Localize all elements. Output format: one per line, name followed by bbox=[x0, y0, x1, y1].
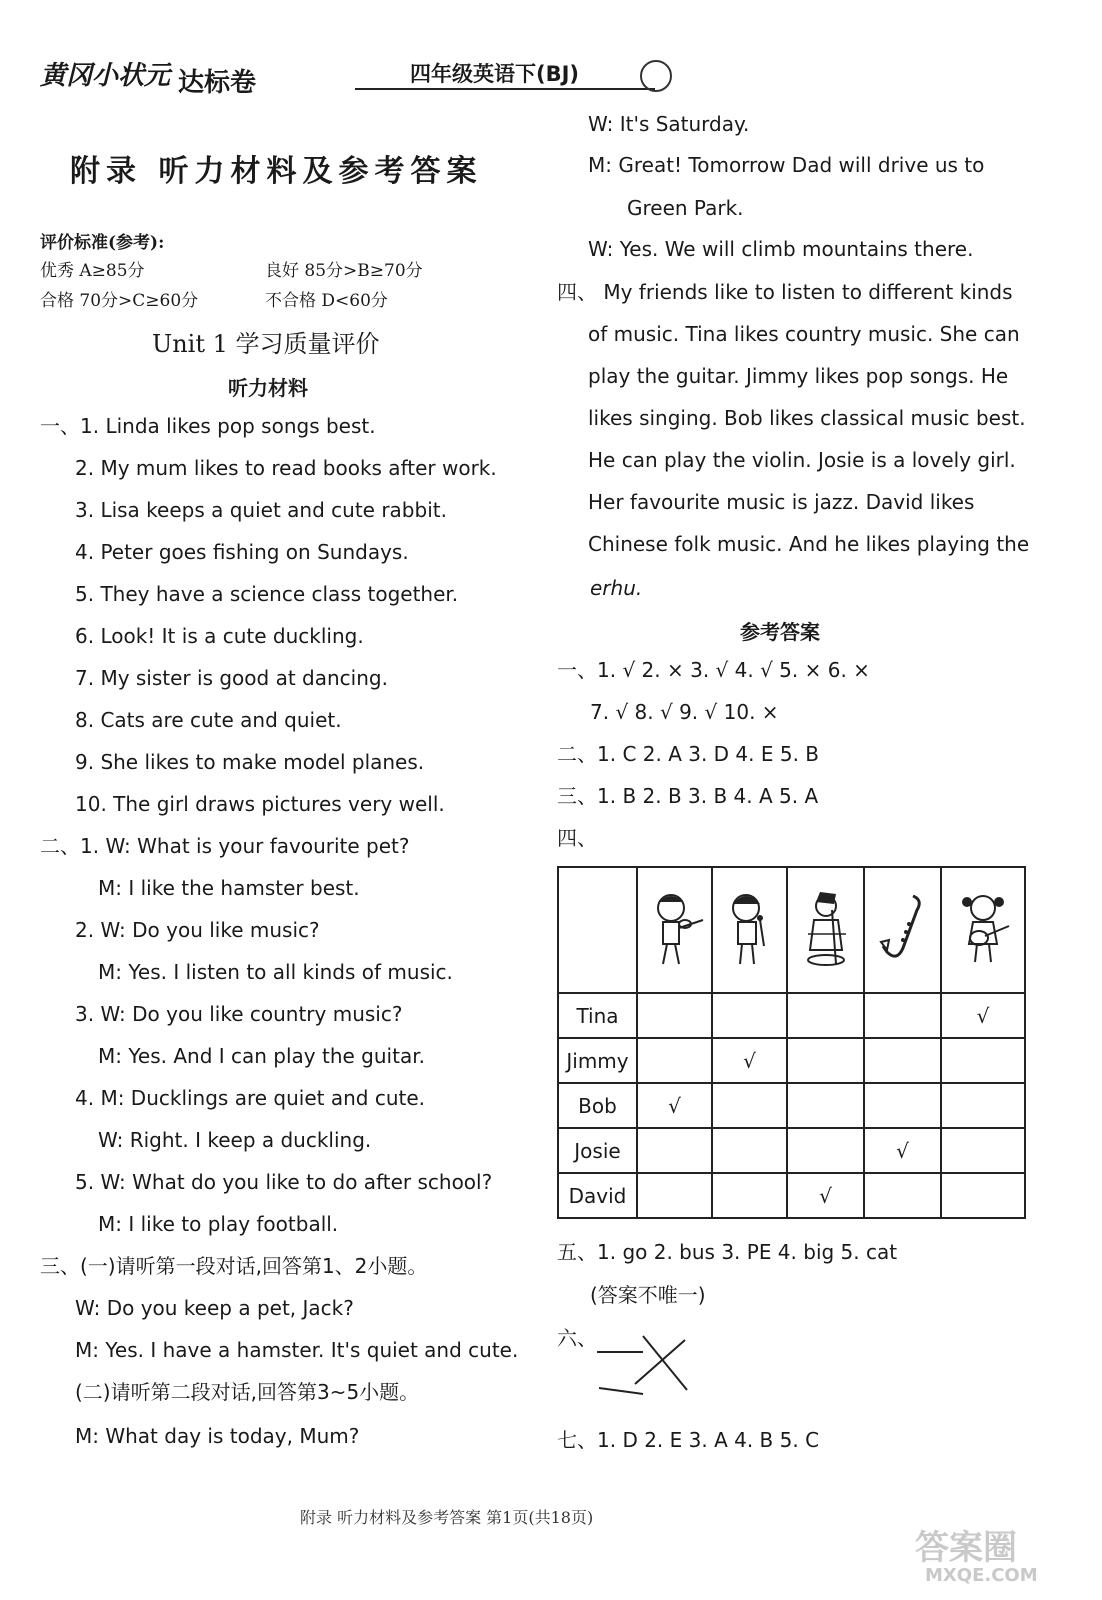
answer-note: (答案不唯一) bbox=[590, 1283, 706, 1307]
table-row bbox=[558, 1038, 1025, 1083]
standard-c: 合格 70分>C≥60分 bbox=[40, 291, 199, 311]
right-line: of music. Tina likes country music. She can bbox=[588, 322, 1020, 346]
right-line: Her favourite music is jazz. David likes bbox=[588, 490, 975, 514]
left-line: 2. My mum likes to read books after work. bbox=[75, 456, 497, 480]
answer-line: 二、1. C 2. A 3. D 4. E 5. B bbox=[557, 742, 820, 766]
check-cell bbox=[637, 993, 712, 1038]
answer-line: 四、 bbox=[557, 826, 597, 850]
left-line: M: Yes. And I can play the guitar. bbox=[98, 1044, 425, 1068]
matching-lines bbox=[595, 1330, 705, 1405]
left-line: M: Yes. I listen to all kinds of music. bbox=[98, 960, 453, 984]
table-row bbox=[558, 1083, 1025, 1128]
right-line: 四、 My friends like to listen to different kinds bbox=[557, 280, 1013, 304]
left-line: M: I like to play football. bbox=[98, 1212, 339, 1236]
left-line: 三、(一)请听第一段对话,回答第1、2小题。 bbox=[40, 1254, 428, 1278]
right-line: play the guitar. Jimmy likes pop songs. He bbox=[588, 364, 1009, 388]
left-line: (二)请听第二段对话,回答第3~5小题。 bbox=[75, 1380, 420, 1404]
left-line: 3. W: Do you like country music? bbox=[75, 1002, 403, 1026]
right-line: Chinese folk music. And he likes playing the bbox=[588, 532, 1030, 556]
check-cell bbox=[864, 1038, 941, 1083]
violin-player-icon bbox=[637, 867, 712, 993]
left-line: 5. They have a science class together. bbox=[75, 582, 459, 606]
brand-logo: 黄冈小状元 bbox=[40, 61, 171, 91]
right-line: W: Yes. We will climb mountains there. bbox=[588, 237, 974, 261]
left-line: W: Do you keep a pet, Jack? bbox=[75, 1296, 354, 1320]
table-row bbox=[558, 1128, 1025, 1173]
answer-line: 7. √ 8. √ 9. √ 10. × bbox=[590, 700, 779, 724]
left-line: 9. She likes to make model planes. bbox=[75, 750, 425, 774]
check-cell bbox=[941, 1173, 1025, 1218]
check-cell bbox=[712, 1173, 787, 1218]
page-footer: 附录 听力材料及参考答案 第1页(共18页) bbox=[300, 1508, 594, 1527]
left-line: 10. The girl draws pictures very well. bbox=[75, 792, 445, 816]
check-cell bbox=[712, 993, 787, 1038]
watermark-url: MXQE.COM bbox=[925, 1565, 1038, 1586]
check-cell bbox=[941, 1128, 1025, 1173]
check-cell bbox=[637, 1038, 712, 1083]
swirl-icon bbox=[640, 60, 672, 92]
header-rule bbox=[355, 88, 655, 90]
check-cell bbox=[864, 993, 941, 1038]
check-cell bbox=[637, 1128, 712, 1173]
left-line: 8. Cats are cute and quiet. bbox=[75, 708, 342, 732]
singer-icon bbox=[712, 867, 787, 993]
row-name: David bbox=[558, 1173, 637, 1218]
check-cell bbox=[787, 1083, 864, 1128]
answers-title: 参考答案 bbox=[740, 620, 820, 644]
standard-a: 优秀 A≥85分 bbox=[40, 261, 145, 281]
check-cell bbox=[864, 1083, 941, 1128]
answer-line: 七、1. D 2. E 3. A 4. B 5. C bbox=[557, 1428, 820, 1452]
brand-subtitle: 达标卷 bbox=[178, 68, 257, 98]
left-line: 4. M: Ducklings are quiet and cute. bbox=[75, 1086, 425, 1110]
table-corner bbox=[558, 867, 637, 993]
saxophone-icon bbox=[864, 867, 941, 993]
standard-b: 良好 85分>B≥70分 bbox=[265, 261, 423, 281]
check-cell bbox=[787, 1038, 864, 1083]
standard-d: 不合格 D<60分 bbox=[265, 291, 388, 311]
guitar-girl-icon bbox=[941, 867, 1025, 993]
check-cell bbox=[864, 1173, 941, 1218]
check-cell: √ bbox=[864, 1128, 941, 1173]
check-cell: √ bbox=[787, 1173, 864, 1218]
left-line: M: I like the hamster best. bbox=[98, 876, 360, 900]
erhu-player-icon bbox=[787, 867, 864, 993]
check-cell: √ bbox=[712, 1038, 787, 1083]
answer-line: 一、1. √ 2. × 3. √ 4. √ 5. × 6. × bbox=[557, 658, 870, 682]
answer-table bbox=[557, 866, 1026, 1219]
row-name: Tina bbox=[558, 993, 637, 1038]
check-cell bbox=[712, 1083, 787, 1128]
left-line: 5. W: What do you like to do after school? bbox=[75, 1170, 493, 1194]
left-line: 4. Peter goes fishing on Sundays. bbox=[75, 540, 409, 564]
listening-title: 听力材料 bbox=[228, 376, 308, 400]
check-cell bbox=[941, 1083, 1025, 1128]
answer-line: 三、1. B 2. B 3. B 4. A 5. A bbox=[557, 784, 819, 808]
grade-label: 四年级英语下(BJ) bbox=[410, 62, 580, 86]
check-cell bbox=[941, 1038, 1025, 1083]
row-name: Jimmy bbox=[558, 1038, 637, 1083]
left-line: M: Yes. I have a hamster. It's quiet and cute. bbox=[75, 1338, 519, 1362]
check-cell: √ bbox=[941, 993, 1025, 1038]
left-line: 一、1. Linda likes pop songs best. bbox=[40, 414, 376, 438]
table-row bbox=[558, 1173, 1025, 1218]
check-cell: √ bbox=[637, 1083, 712, 1128]
row-name: Josie bbox=[558, 1128, 637, 1173]
table-row bbox=[558, 993, 1025, 1038]
left-line: 二、1. W: What is your favourite pet? bbox=[40, 834, 410, 858]
check-cell bbox=[787, 993, 864, 1038]
left-line: 7. My sister is good at dancing. bbox=[75, 666, 388, 690]
page-title: 附录 听力材料及参考答案 bbox=[70, 154, 483, 189]
right-line: likes singing. Bob likes classical music best. bbox=[588, 406, 1026, 430]
row-name: Bob bbox=[558, 1083, 637, 1128]
answer-line: 五、1. go 2. bus 3. PE 4. big 5. cat bbox=[557, 1240, 898, 1264]
left-line: M: What day is today, Mum? bbox=[75, 1424, 360, 1448]
left-line: 2. W: Do you like music? bbox=[75, 918, 320, 942]
right-line: M: Great! Tomorrow Dad will drive us to bbox=[588, 153, 985, 177]
standard-heading: 评价标准(参考): bbox=[40, 233, 165, 253]
answer-line: 六、 bbox=[557, 1326, 597, 1350]
right-line: erhu. bbox=[590, 576, 643, 600]
left-line: 3. Lisa keeps a quiet and cute rabbit. bbox=[75, 498, 447, 522]
right-line: W: It's Saturday. bbox=[588, 112, 750, 136]
right-line: Green Park. bbox=[627, 196, 744, 220]
check-cell bbox=[787, 1128, 864, 1173]
watermark: 答案圈 bbox=[915, 1528, 1017, 1568]
check-cell bbox=[712, 1128, 787, 1173]
right-line: He can play the violin. Josie is a lovely girl. bbox=[588, 448, 1016, 472]
left-line: 6. Look! It is a cute duckling. bbox=[75, 624, 364, 648]
unit-title: Unit 1 学习质量评价 bbox=[152, 330, 380, 358]
left-line: W: Right. I keep a duckling. bbox=[98, 1128, 372, 1152]
check-cell bbox=[637, 1173, 712, 1218]
